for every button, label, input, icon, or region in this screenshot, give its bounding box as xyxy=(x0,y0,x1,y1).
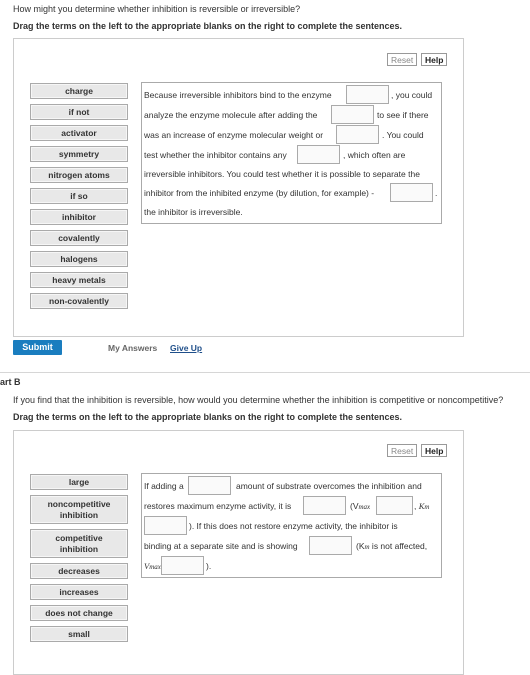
comma: , xyxy=(414,501,417,511)
term-charge[interactable]: charge xyxy=(30,83,128,99)
sentence-a-line5: irreversible inhibitors. You could test whether it is possible to separate the xyxy=(144,169,420,179)
give-up-link[interactable]: Give Up xyxy=(170,343,203,353)
sentence-a-line4-start: test whether the inhibitor contains any xyxy=(144,150,287,160)
v-symbol: V xyxy=(144,561,150,571)
sentence-b-vmax-2 xyxy=(144,561,161,573)
sentence-b-line1-end: amount of substrate overcomes the inhibition and xyxy=(236,481,422,491)
sentence-a-line4-end: , which often are xyxy=(343,150,406,160)
term-label: decreases xyxy=(58,566,100,576)
not-affected-text: is not affected, xyxy=(369,541,428,551)
term-nitrogen-atoms[interactable]: nitrogen atoms xyxy=(30,167,128,183)
term-label: increases xyxy=(59,587,99,597)
term-inhibitor[interactable]: inhibitor xyxy=(30,209,128,225)
term-label: does not change xyxy=(45,608,113,618)
blank-a-4[interactable] xyxy=(297,145,340,164)
part-b-instructions: Drag the terms on the left to the appropriate blanks on the right to complete the sentences. xyxy=(13,412,403,422)
part-a-reset-button[interactable]: Reset xyxy=(387,53,417,66)
term-competitive-inhibition[interactable] xyxy=(30,529,128,558)
my-answers-label: My Answers xyxy=(108,343,158,353)
part-b-help-button[interactable]: Help xyxy=(421,444,447,457)
sentence-a-line7: the inhibitor is irreversible. xyxy=(144,207,243,217)
vmax-subscript: max xyxy=(149,563,161,571)
part-a-instructions: Drag the terms on the left to the appropriate blanks on the right to complete the sentences. xyxy=(13,21,403,31)
blank-a-3[interactable] xyxy=(336,125,379,144)
part-divider xyxy=(0,372,530,373)
vmax-subscript: max xyxy=(358,503,371,511)
term-large[interactable] xyxy=(30,474,128,490)
km-subscript: m xyxy=(424,503,430,511)
term-increases[interactable] xyxy=(30,584,128,600)
sentence-a-line2-end: to see if there xyxy=(377,110,429,120)
term-label-line2: inhibition xyxy=(59,510,99,520)
term-label-line2: inhibition xyxy=(59,544,99,554)
paren-v: (V xyxy=(350,501,359,511)
sentence-a-line3-start: was an increase of enzyme molecular weight or xyxy=(144,130,324,140)
sentence-a-line2-start: analyze the enzyme molecule after adding the xyxy=(144,110,318,120)
term-heavy-metals[interactable]: heavy metals xyxy=(30,272,128,288)
term-if-so[interactable]: if so xyxy=(30,188,128,204)
sentence-b-line2-start: restores maximum enzyme activity, it is xyxy=(144,501,292,511)
term-non-covalently[interactable]: non-covalently xyxy=(30,293,128,309)
term-activator[interactable]: activator xyxy=(30,125,128,141)
blank-b-6[interactable] xyxy=(161,556,204,575)
sentence-b-close: ). xyxy=(206,561,212,571)
submit-button[interactable]: Submit xyxy=(13,340,62,355)
sentence-b-vmax xyxy=(350,501,370,513)
part-b-question: If you find that the inhibition is reversible, how would you determine whether the inhibition is competitive or noncompetitive? xyxy=(13,395,504,405)
term-covalently[interactable]: covalently xyxy=(30,230,128,246)
part-b-reset-button[interactable]: Reset xyxy=(387,444,417,457)
sentence-b-line4-start: binding at a separate site and is showing xyxy=(144,541,298,551)
blank-b-4[interactable] xyxy=(144,516,187,535)
sentence-a-line6-start: inhibitor from the inhibited enzyme (by dilution, for example) - xyxy=(144,188,375,198)
term-halogens[interactable]: halogens xyxy=(30,251,128,267)
term-label-line1: noncompetitive xyxy=(47,499,111,509)
sentence-a-line1-end: , you could xyxy=(391,90,433,100)
k-symbol: K xyxy=(418,501,425,511)
blank-a-1[interactable] xyxy=(346,85,389,104)
blank-b-2[interactable] xyxy=(303,496,346,515)
term-label: small xyxy=(68,629,90,639)
sentence-a-line1-start: Because irreversible inhibitors bind to the enzyme xyxy=(144,90,332,100)
sentence-a-line3-end: . You could xyxy=(382,130,424,140)
part-a-question: How might you determine whether inhibition is reversible or irreversible? xyxy=(13,4,301,14)
blank-b-1[interactable] xyxy=(188,476,231,495)
blank-a-2[interactable] xyxy=(331,105,374,124)
part-a-help-button[interactable]: Help xyxy=(421,53,447,66)
term-does-not-change[interactable] xyxy=(30,605,128,621)
term-decreases[interactable] xyxy=(30,563,128,579)
sentence-b-line3: ). If this does not restore enzyme activity, the inhibitor is xyxy=(189,521,398,531)
sentence-b-km xyxy=(414,501,429,513)
sentence-b-km-note xyxy=(356,541,427,553)
sentence-a-line6-end: . xyxy=(435,188,438,198)
km-subscript: m xyxy=(364,543,370,551)
term-label-line1: competitive xyxy=(55,533,103,543)
term-if-not[interactable]: if not xyxy=(30,104,128,120)
blank-b-3[interactable] xyxy=(376,496,413,515)
term-noncompetitive-inhibition[interactable] xyxy=(30,495,128,524)
term-symmetry[interactable]: symmetry xyxy=(30,146,128,162)
blank-a-5[interactable] xyxy=(390,183,433,202)
blank-b-5[interactable] xyxy=(309,536,352,555)
sentence-b-line1-start: If adding a xyxy=(144,481,184,491)
part-b-header: art B xyxy=(0,377,21,387)
paren-k: (K xyxy=(356,541,365,551)
term-label: large xyxy=(68,477,90,487)
term-small[interactable] xyxy=(30,626,128,642)
